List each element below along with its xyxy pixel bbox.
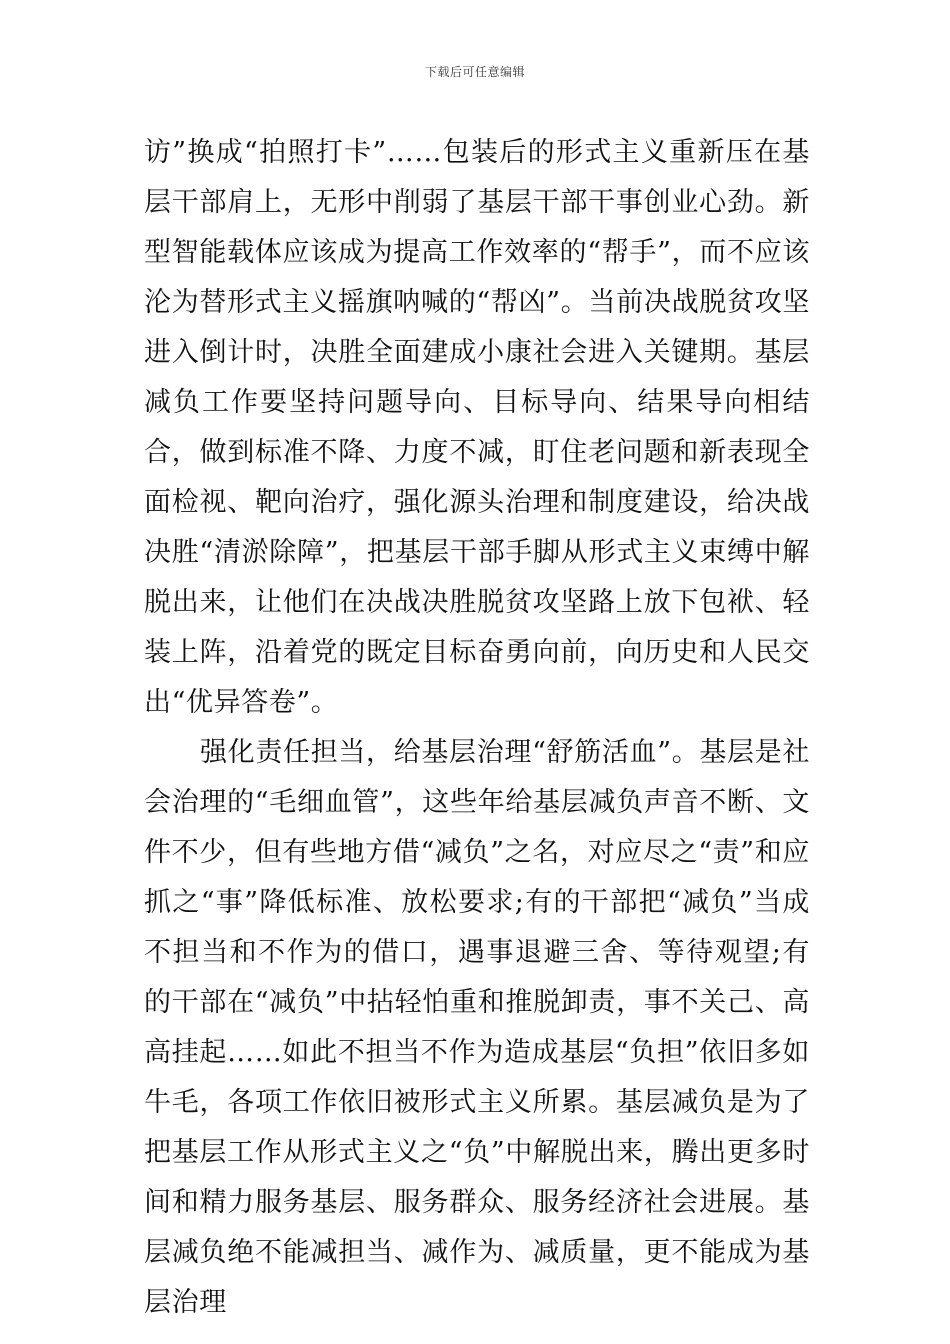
paragraph-1: 访”换成“拍照打卡”……包装后的形式主义重新压在基层干部肩上，无形中削弱了基层干部干事创业心劲。新型智能载体应该成为提高工作效率的“帮手”，而不应该沦为替形式主义摇旗呐喊的“帮凶”。当前决战脱贫攻坚进入倒计时，决胜全面建成小康社会进入关键期。基层减负工作要坚持问题导向、目标导向、结果导向相结合，做到标准不降、力度不减，盯住老问题和新表现全面检视、靶向治疗，强化源头治理和制度建设，给决战决胜“清淤除障”，把基层干部手脚从形式主义束缚中解脱出来，让他们在决战决胜脱贫攻坚路上放下包袱、轻装上阵，沿着党的既定目标奋勇向前，向历史和人民交出“优异答卷”。 (144, 137, 810, 718)
document-body (144, 128, 810, 1328)
page-header: 下载后可任意编辑 (424, 65, 525, 79)
paragraph-2: 强化责任担当，给基层治理“舒筋活血”。基层是社会治理的“毛细血管”，这些年给基层减负声音不断、文件不少，但有些地方借“减负”之名，对应尽之“责”和应抓之“事”降低标准、放松要求;有的干部把“减负”当成不担当和不作为的借口，遇事退避三舍、等待观望;有的干部在“减负”中拈轻怕重和推脱卸责，事不关己、高高挂起……如此不担当不作为造成基层“负担”依旧多如牛毛，各项工作依旧被形式主义所累。基层减负是为了把基层工作从形式主义之“负”中解脱出来，腾出更多时间和精力服务基层、服务群众、服务经济社会进展。基层减负绝不能减担当、减作为、减质量，更不能成为基层治理 (144, 737, 810, 1318)
